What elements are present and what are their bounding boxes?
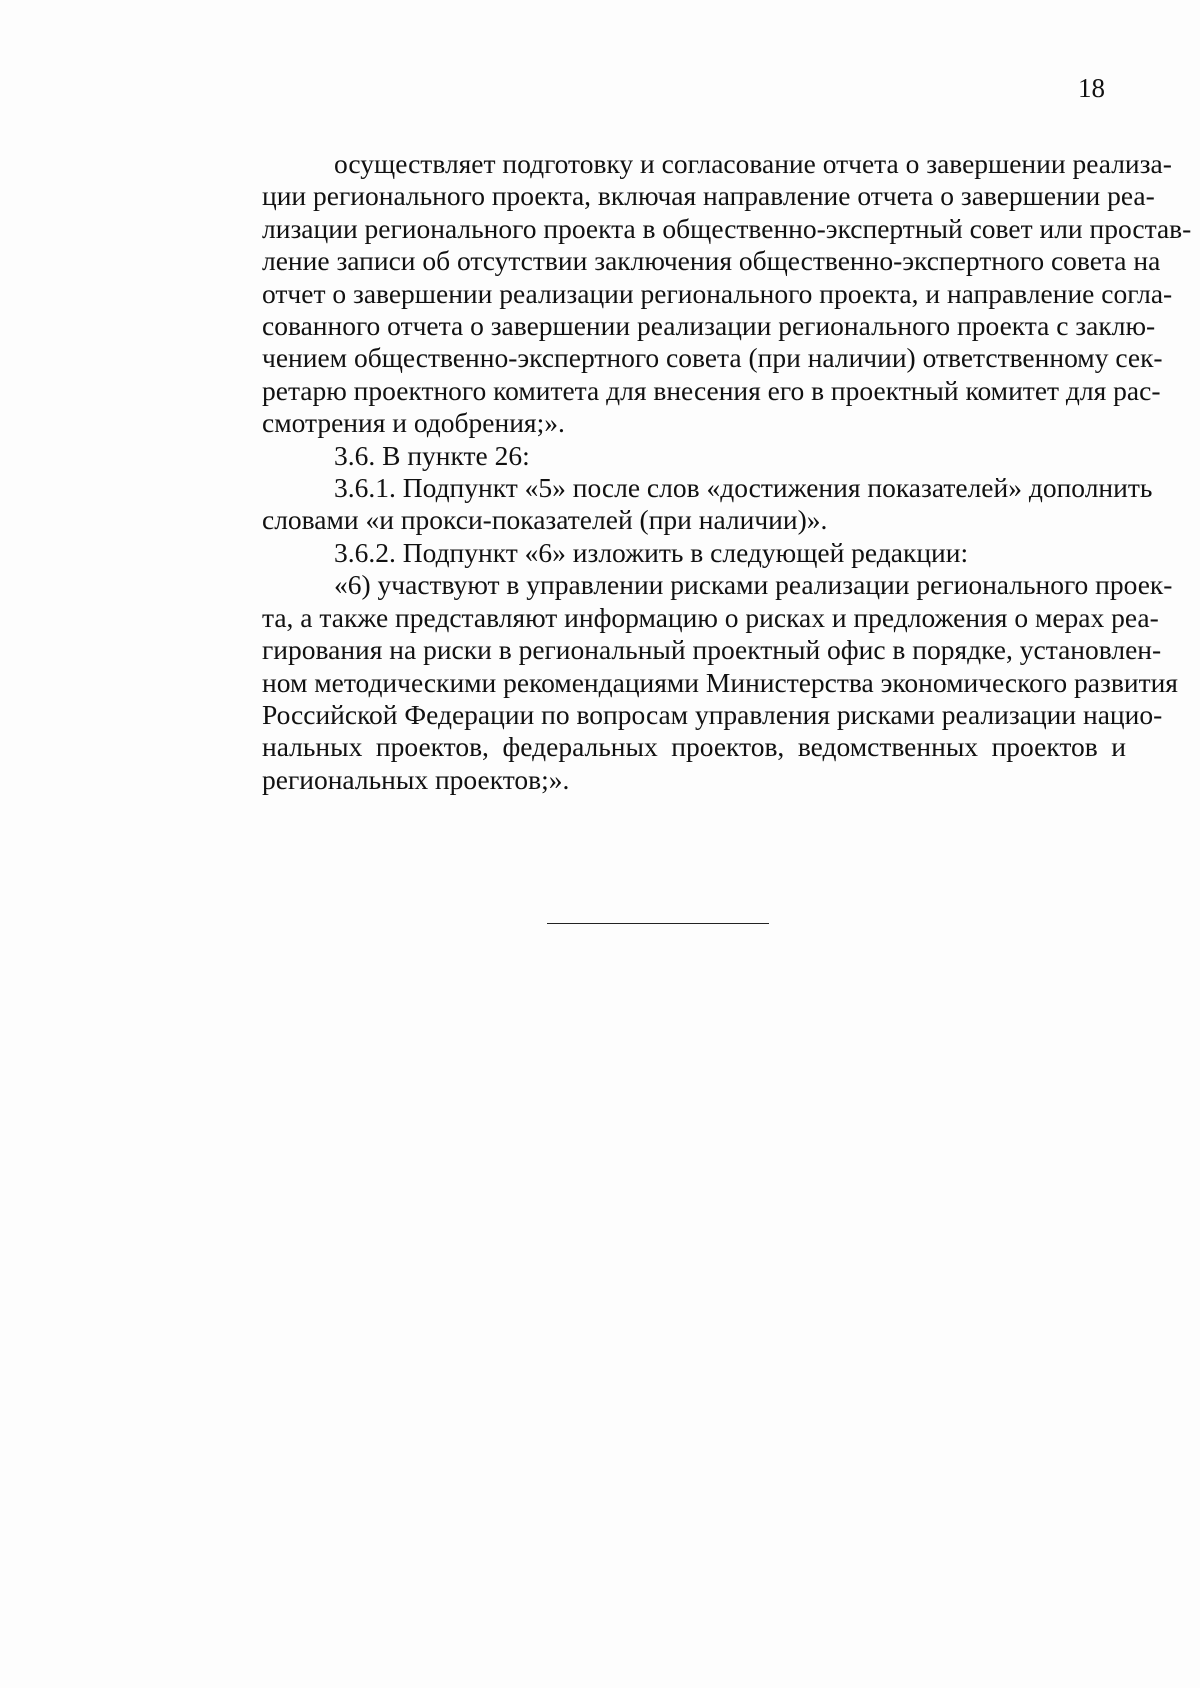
text-line: 3.6.1. Подпункт «5» после слов «достижения показателей» дополнить [334, 472, 1153, 504]
text-line: 3.6. В пункте 26: [334, 439, 530, 471]
text-line: региональных проектов;». [262, 763, 570, 795]
text-line: 3.6.2. Подпункт «6» изложить в следующей редакции: [334, 536, 969, 568]
text-line: осуществляет подготовку и согласование отчета о завершении реализа- [334, 148, 1172, 179]
text-line: ление записи об отсутствии заключения общественно-экспертного совета на [262, 245, 1161, 277]
text-line: сованного отчета о завершении реализации регионального проекта с заклю- [262, 310, 1156, 342]
text-line: отчет о завершении реализации регионального проекта, и направление согла- [262, 277, 1173, 309]
text-line: «6) участвуют в управлении рисками реализации регионального проек- [334, 569, 1173, 601]
paragraph-3-5-continuation [190, 148, 1192, 440]
text-line: гирования на риски в региональный проектный офис в порядке, установлен- [262, 634, 1162, 666]
text-line: лизации регионального проекта в общественно-экспертный совет или простав- [262, 212, 1192, 244]
paragraph-3-6-2 [190, 537, 1126, 569]
text-line: та, а также представляют информацию о рисках и предложения о мерах реа- [262, 601, 1159, 633]
end-separator-line [547, 923, 769, 924]
text-line: Российской Федерации по вопросам управления рисками реализации нацио- [262, 698, 1163, 730]
text-line: смотрения и одобрения;». [262, 407, 565, 439]
text-line: ном методическими рекомендациями Министерства экономического развития [262, 666, 1178, 698]
paragraph-3-6 [190, 440, 1126, 472]
text-line: чением общественно-экспертного совета (при наличии) ответственному сек- [262, 342, 1163, 374]
paragraph-3-6-1 [190, 472, 1153, 537]
paragraph-subitem-6 [190, 569, 1178, 796]
text-line: нальных проектов, федеральных проектов, ведомственных проектов и [262, 731, 1126, 763]
document-body [190, 148, 1192, 796]
text-line: словами «и прокси-показателей (при наличии)». [262, 504, 828, 536]
text-line: ции регионального проекта, включая направление отчета о завершении реа- [262, 180, 1155, 212]
page-number: 18 [1078, 73, 1105, 103]
text-line: ретарю проектного комитета для внесения его в проектный комитет для рас- [262, 374, 1161, 406]
